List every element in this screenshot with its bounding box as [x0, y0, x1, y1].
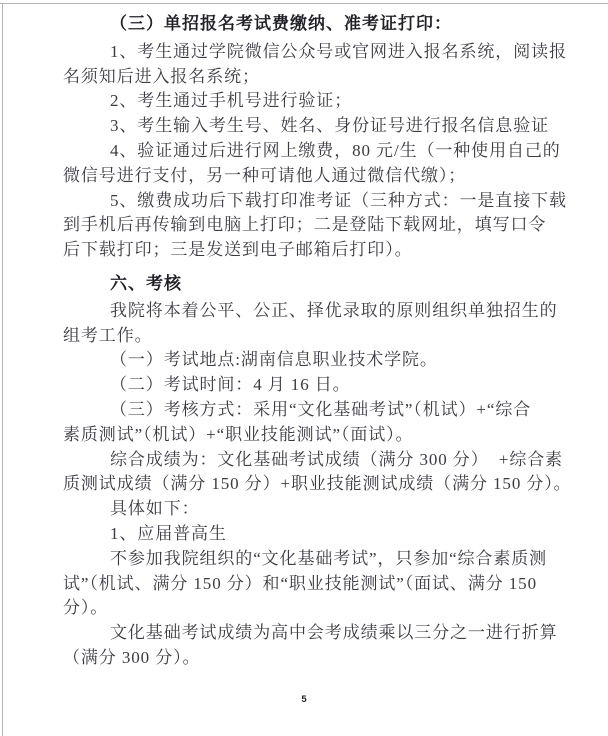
text-line: 综合成绩为：文化基础考试成绩（满分 300 分） +综合素 — [110, 449, 564, 469]
paragraph — [63, 373, 550, 398]
text-line: 4、验证通过后进行网上缴费，80 元/生（一种使用自己的 — [110, 140, 561, 160]
paragraph — [63, 89, 550, 114]
text-line: （满分 300 分）。 — [63, 647, 201, 667]
text-line: 素质测试”（机试）+“职业技能测试”（面试）。 — [63, 424, 414, 444]
text-line: 组考工作。 — [63, 325, 153, 345]
text-line: （三）考核方式：采用“文化基础考试”（机试）+“综合 — [110, 399, 532, 419]
paragraph — [63, 299, 558, 349]
text-line: 5、缴费成功后下载打印准考证（三种方式：一是直接下载 — [110, 190, 567, 210]
paragraph — [63, 189, 567, 263]
paragraph — [63, 497, 550, 522]
text-line: 后下载打印；三是发送到电子邮箱后打印）。 — [63, 240, 413, 260]
text-line: 2、考生通过手机号进行验证； — [110, 91, 353, 111]
text-line: 3、考生输入考生号、姓名、身份证号进行报名信息验证 — [110, 116, 549, 136]
text-line: 1、应届普高生 — [110, 523, 227, 543]
text-line: （二）考试时间：4 月 16 日。 — [110, 375, 351, 395]
text-line: 文化基础考试成绩为高中会考成绩乘以三分之一进行折算 — [110, 623, 558, 643]
section-heading — [63, 272, 550, 297]
paragraph — [63, 547, 550, 621]
paragraph — [63, 139, 561, 189]
text-line: 不参加我院组织的“文化基础考试”，只参加“综合素质测 — [110, 548, 548, 568]
text-line: 具体如下： — [110, 499, 200, 519]
text-line: 分）。 — [63, 598, 109, 618]
text-line: 名须知后进入报名系统； — [63, 66, 260, 86]
paragraph — [63, 348, 550, 373]
text-line: 1、考生通过学院微信公众号或官网进入报名系统，阅读报 — [110, 41, 567, 61]
text-line: 到手机后再传输到电脑上打印；二是登陆下载网址，填写口令 — [63, 215, 547, 235]
text-line: 试”（机试、满分 150 分）和“职业技能测试”（面试、满分 150 — [63, 573, 537, 593]
document-body — [63, 12, 572, 671]
paragraph — [63, 448, 572, 498]
text-line: 微信号进行支付，另一种可请他人通过微信代缴）； — [63, 165, 467, 185]
paragraph — [63, 40, 567, 90]
paragraph — [63, 114, 550, 139]
text-line: 质测试成绩（满分 150 分）+职业技能测试成绩（满分 150 分）。 — [63, 474, 572, 494]
page-number: 5 — [301, 694, 307, 705]
paragraph — [63, 621, 558, 671]
paragraph — [63, 398, 550, 448]
section-heading — [63, 12, 550, 37]
text-line: 六、考核 — [110, 273, 182, 293]
page-top-edge — [0, 3, 608, 4]
text-line: 我院将本着公平、公正、择优录取的原则组织单独招生的 — [110, 300, 558, 320]
text-line: （一）考试地点:湖南信息职业技术学院。 — [110, 350, 438, 370]
page-left-edge — [2, 3, 3, 736]
paragraph — [63, 522, 550, 547]
text-line: （三）单招报名考试费缴纳、准考证打印： — [110, 14, 452, 33]
